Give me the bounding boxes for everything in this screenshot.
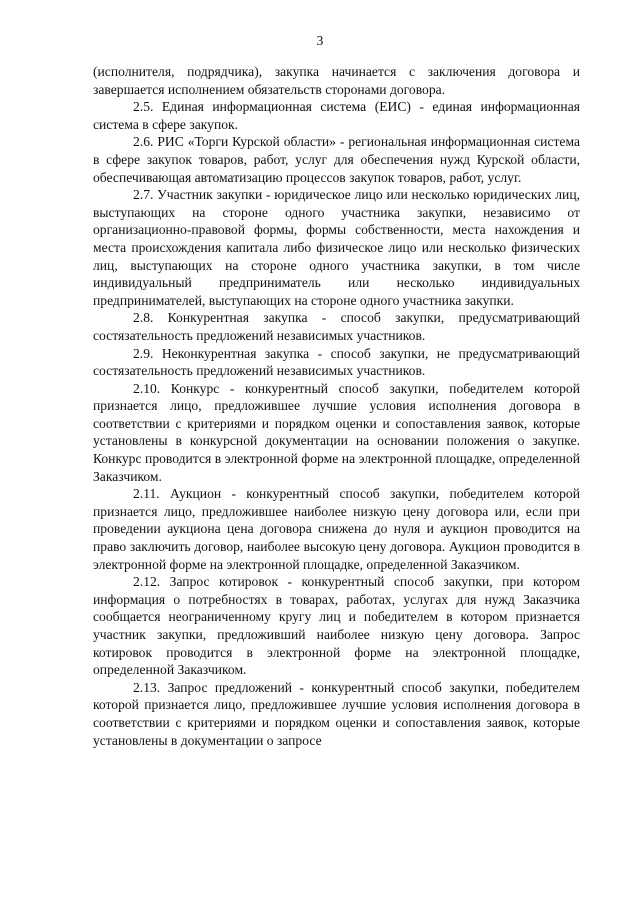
paragraph-2-6: 2.6. РИС «Торги Курской области» - региональная информационная система в сфере закупок товаров, работ, услуг для обеспечения нужд Курской области, обеспечивающая автоматизацию процессов закупок товаров, работ, услуг. <box>93 134 580 185</box>
page-number: 3 <box>316 33 324 48</box>
paragraph-2-9: 2.9. Неконкурентная закупка - способ закупки, не предусматривающий состязательность предложений независимых участников. <box>93 345 580 379</box>
paragraph-2-13: 2.13. Запрос предложений - конкурентный способ закупки, победителем которой признается лицо, предложившее лучшие условия исполнения договора в соответствии с критериями и порядком оценки и сопоставления заявок, которые установлены в документации о запросе <box>93 679 580 748</box>
paragraph-2-5: 2.5. Единая информационная система (ЕИС) - единая информационная система в сфере закупок. <box>93 99 580 132</box>
document-body <box>93 63 580 749</box>
paragraph-2-12: 2.12. Запрос котировок - конкурентный способ закупки, при котором информация о потребностях в товарах, работах, услугах для нужд Заказчика сообщается неограниченному кругу лиц и победителем в котором признается участник закупки, предложивший наиболее низкую цену договора. Запрос котировок проводится в электронной форме на электронной площадке, определенной Заказчиком. <box>93 574 580 678</box>
paragraph-continuation: (исполнителя, подрядчика), закупка начинается с заключения договора и завершается исполнением обязательств сторонами договора. <box>93 64 580 97</box>
paragraph-2-7: 2.7. Участник закупки - юридическое лицо или несколько юридических лиц, выступающих на стороне одного участника закупки, независимо от организационно-правовой формы, формы собственности, места нахождения и места происхождения капитала либо физическое лицо или несколько физических лиц, выступающих на стороне одного участника закупки, в том числе индивидуальный предприниматель или несколько индивидуальных предпринимателей, выступающих на стороне одного участника закупки. <box>93 187 580 308</box>
paragraph-2-10: 2.10. Конкурс - конкурентный способ закупки, победителем которой признается лицо, предложившее лучшие условия исполнения договора в соответствии с критериями и порядком оценки и сопоставления заявок, которые установлены в конкурсной документации на основании положения о закупке. Конкурс проводится в электронной форме на электронной площадке, определенной Заказчиком. <box>93 380 580 484</box>
paragraph-2-8: 2.8. Конкурентная закупка - способ закупки, предусматривающий состязательность предложений независимых участников. <box>93 310 580 343</box>
paragraph-2-11: 2.11. Аукцион - конкурентный способ закупки, победителем которой признается лицо, предложившее наиболее низкую цену договора или, если при проведении аукциона цена договора снижена до нуля и аукцион проводится на право заключить договор, наиболее высокую цену договора. Аукцион проводится в электронной форме на электронной площадке, определенной Заказчиком. <box>93 486 580 572</box>
